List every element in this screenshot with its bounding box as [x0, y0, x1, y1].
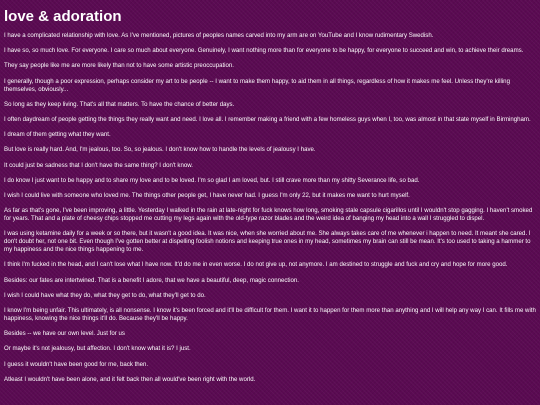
paragraph: But love is really hard. And, I'm jealous, too. So, so jealous. I don't know how to handle the levels of jealousy I have.	[4, 146, 316, 154]
paragraph: Atleast I wouldn't have been alone, and it felt back then all would've been right with the world.	[4, 375, 256, 383]
paragraph: I guess it wouldn't have been good for me, back then.	[4, 360, 149, 368]
paragraph: I was using ketamine daily for a week or so there, but it wasn't a good idea. It was nice, when she worried about me. She always takes care of me whenever i happen to need. It meant she cared. I don't doubt her, not one bit. Even though I've gotten better at dispelling foolish notions and keeping true ones in my head, sometimes my brain can still be mean. It's too used to taking a hammer to my happiness and the nice things happening to me.	[4, 230, 531, 254]
paragraph: I have a complicated relationship with love. As I've mentioned, pictures of peoples names carved into my arm are on YouTube and I know rudimentary Swedish.	[4, 32, 434, 39]
paragraph: I dream of them getting what they want.	[4, 131, 111, 139]
paragraph: I often daydream of people getting the things they really want and need. I love all. I remember making a friend with a few homeless guys when I, too, was almost in that state myself in Birmingham.	[4, 115, 531, 123]
paragraph: As far as that's gone, I've been improving, a little. Yesterday I walked in the rain at late-night for fuck knows how long, smoking stale capsule cigarillos until I wouldn't stop gagging. I haven't smoked for years. That and a plate of cheesy chips stopped me cutting my legs again with the old-type razor blades and the weird idea of banging my head into a wall I struggled to dispel.	[4, 207, 533, 223]
paragraph: I think I'm fucked in the head, and I can't lose what I have now. It'd do me in even worse. I do not give up, not anymore. I am destined to struggle and fuck and cry and hope for more good.	[4, 261, 508, 269]
page-title: love & adoration	[4, 8, 122, 25]
paragraph: Besides -- we have our own level. Just for us	[4, 330, 125, 338]
paragraph: It could just be sadness that I don't have the same thing? I don't know.	[4, 161, 193, 169]
paragraph: Besides: our fates are intertwined. That is a benefit I adore, that we have a beautiful, deep, magic connection.	[4, 276, 299, 284]
paragraph: So long as they keep living. That's all that matters. To have the chance of better days.	[4, 100, 235, 108]
paragraph: I do know I just want to be happy and to share my love and to be loved. I'm so glad I am loved, but. I still crave more than my shitty Severance life, so bad.	[4, 176, 420, 184]
paragraph: I wish I could have what they do, what they get to do, what they'll get to do.	[4, 291, 206, 299]
paragraph: I have so, so much love. For everyone. I care so much about everyone. Genuinely, I want nothing more than for everyone to be happy, for everyone to succeed and win, to achieve their dreams.	[4, 47, 524, 55]
paragraph: I generally, though a poor expression, perhaps consider my art to be people -- I want to make them happy, to aid them in all things, regardless of how it makes me feel. Unless they're killing themselves, obviously...	[4, 77, 510, 93]
entry-body	[4, 32, 536, 384]
paragraph: I wish I could live with someone who loved me. The things other people get, I have never had. I guess I'm only 22, but it makes me want to hurt myself.	[4, 191, 410, 199]
paragraph: I know I'm being unfair. This ultimately, is all nonsense. I know it's been forced and it'll be difficult for them. I want it to happen for them more than anything and I will help any way I can. It fills me with happiness, knowing the nice things it'll do. Because they'll be happy.	[4, 307, 536, 322]
paragraph: They say people like me are more likely than not to have some artistic preoccupation.	[4, 62, 234, 70]
paragraph: Or maybe it's not jealousy, but affection. I don't know what it is? I just.	[4, 345, 191, 353]
